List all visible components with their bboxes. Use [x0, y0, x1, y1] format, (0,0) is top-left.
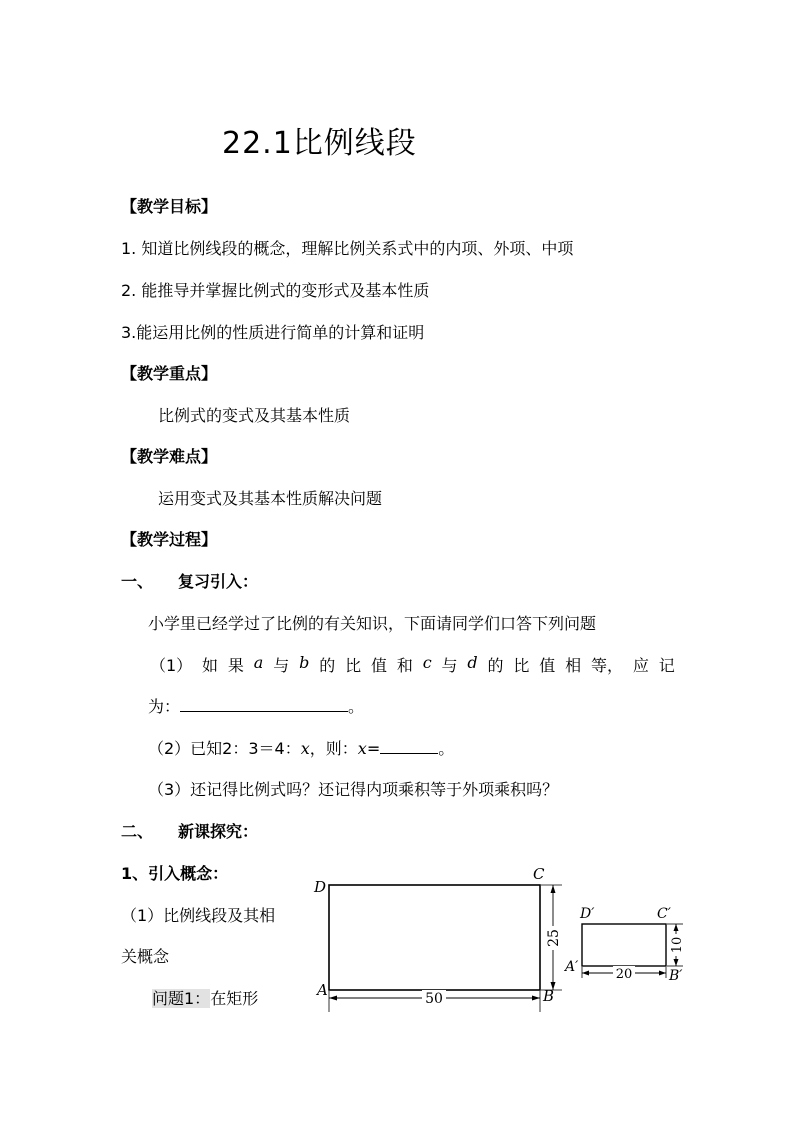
section1-intro: 小学里已经学过了比例的有关知识，下面请同学们口答下列问题 — [148, 614, 597, 633]
q1-char: 如 — [202, 656, 219, 675]
subsection1-title: 1、引入概念： — [121, 864, 229, 883]
goal-item-3: 3.能运用比例的性质进行简单的计算和证明 — [121, 323, 425, 342]
label-A: A — [317, 981, 328, 999]
goal-item-2: 2. 能推导并掌握比例式的变形式及基本性质 — [121, 281, 430, 300]
label-C-prime: C′ — [657, 906, 671, 922]
q2-answer-blank[interactable] — [380, 739, 438, 754]
label-C: C — [533, 865, 545, 883]
page-title: 22.1比例线段 — [222, 126, 417, 161]
subsection1-1-line2: 关概念 — [121, 947, 170, 966]
q1-char: （1） — [150, 656, 193, 675]
difficulties-heading: 【教学难点】 — [121, 447, 218, 466]
section1-number: 一、 — [121, 572, 154, 591]
question3-line: （3）还记得比例式吗？还记得内项乘积等于外项乘积吗？ — [148, 780, 559, 799]
q2-eq: = — [366, 739, 381, 758]
question2-line — [148, 736, 454, 759]
q1-var-c: c — [422, 653, 432, 672]
section2-number: 二、 — [121, 822, 154, 841]
big-rectangle — [329, 885, 540, 990]
small-height-label: 10 — [670, 936, 685, 954]
q2-var-x: x — [300, 739, 310, 758]
question-text: 在矩形 — [210, 989, 259, 1008]
q1-char: 的 — [319, 656, 336, 675]
process-heading: 【教学过程】 — [121, 530, 218, 549]
q1-char: 比 — [513, 656, 530, 675]
label-B-prime: B′ — [669, 968, 683, 984]
q1-char: 的 — [487, 656, 504, 675]
q1-answer-blank[interactable] — [180, 697, 348, 712]
rectangles-figure — [300, 860, 700, 1020]
q1-char: 与 — [441, 656, 458, 675]
goal-item-1: 1. 知道比例线段的概念，理解比例关系式中的内项、外项、中项 — [121, 239, 574, 258]
q1-char: 等， — [591, 656, 624, 675]
q1-char: 比 — [345, 656, 362, 675]
label-D-prime: D′ — [580, 906, 595, 922]
label-D: D — [314, 878, 327, 896]
label-A-prime: A′ — [565, 959, 579, 975]
goals-heading: 【教学目标】 — [121, 197, 218, 216]
q1-char: 值 — [370, 656, 387, 675]
q2-mid: ，则： — [309, 739, 358, 758]
big-width-label: 50 — [425, 991, 443, 1007]
q1-char: 相 — [565, 656, 582, 675]
q2-var-x2: x — [357, 739, 367, 758]
key-points-heading: 【教学重点】 — [121, 364, 218, 383]
small-width-label: 20 — [615, 967, 633, 982]
q1-char: 值 — [539, 656, 556, 675]
key-points-text: 比例式的变式及其基本性质 — [158, 406, 351, 425]
q1-var-b: b — [299, 653, 310, 672]
question1-paragraph — [152, 986, 258, 1009]
section2-title: 新课探究： — [178, 822, 259, 841]
q1-char: 与 — [273, 656, 290, 675]
q1-end: 。 — [348, 697, 365, 716]
q2-prefix: （2）已知2：3＝4： — [148, 739, 301, 758]
q1-var-d: d — [467, 653, 478, 672]
question-label: 问题1： — [152, 989, 211, 1008]
question1-line — [150, 653, 675, 676]
q1-char: 果 — [227, 656, 244, 675]
big-height-label: 25 — [546, 929, 562, 947]
difficulties-text: 运用变式及其基本性质解决问题 — [158, 489, 383, 508]
q2-end: 。 — [438, 739, 455, 758]
label-B: B — [543, 987, 555, 1005]
q1-line2-label: 为： — [148, 697, 181, 716]
subsection1-1-line1: （1）比例线段及其相 — [121, 906, 276, 925]
q1-char: 和 — [396, 656, 413, 675]
question1-answer-line — [148, 694, 364, 717]
q1-char: 记 — [658, 656, 675, 675]
small-rectangle — [582, 924, 666, 966]
section1-title: 复习引入： — [178, 572, 259, 591]
q1-var-a: a — [253, 653, 264, 672]
q1-char: 应 — [632, 656, 649, 675]
